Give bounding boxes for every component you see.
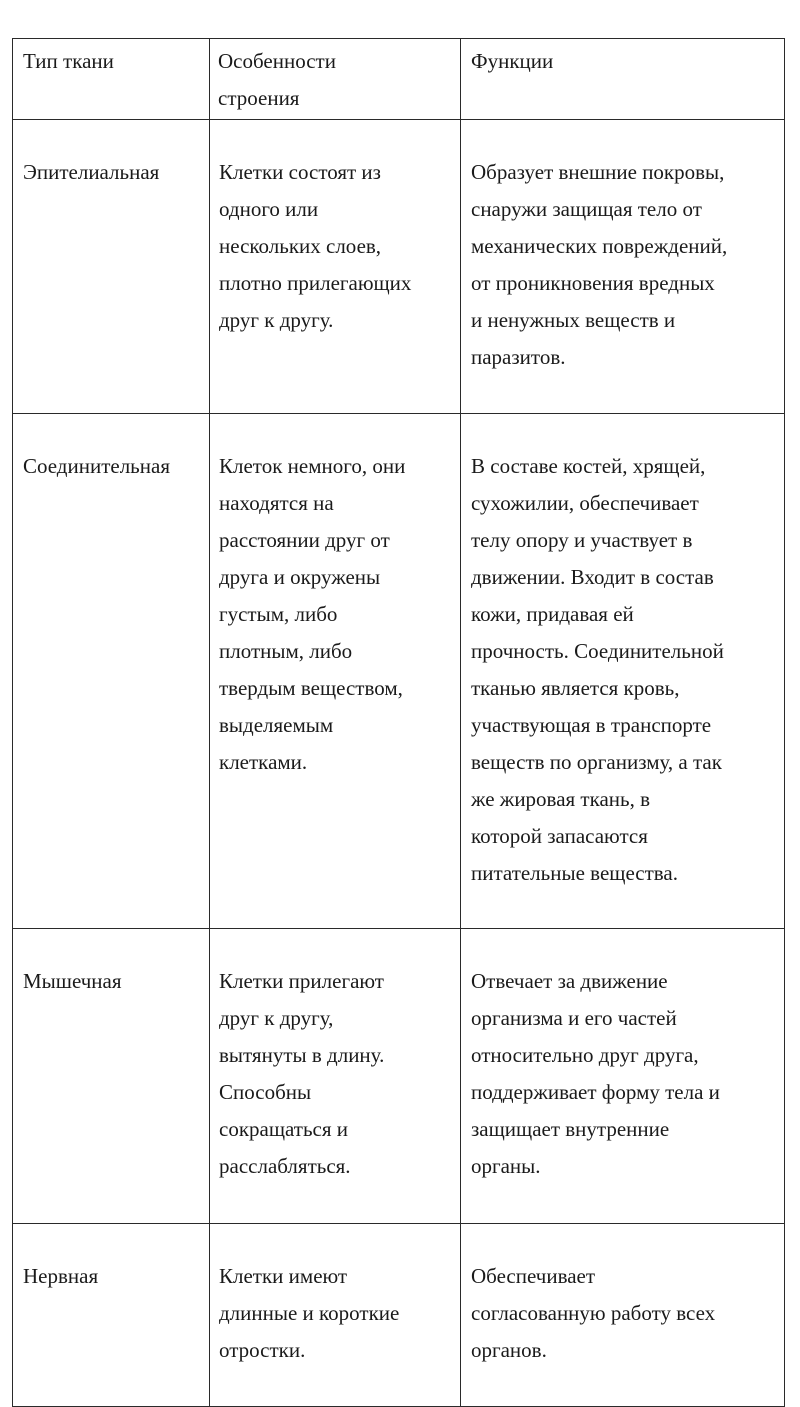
header-cell-structure: [210, 39, 461, 120]
cell-functions: [461, 929, 785, 1224]
functions-text: Обеспечивает согласованную работу всех органов.: [471, 1264, 716, 1362]
tissue-type-label: Эпителиальная: [23, 160, 160, 184]
cell-structure: [210, 120, 461, 414]
header-functions-label: Функции: [471, 49, 554, 73]
cell-structure: [210, 929, 461, 1224]
tissue-table: [12, 38, 785, 1407]
header-cell-type: [13, 39, 210, 120]
functions-text: В составе костей, хрящей, сухожилии, обеспечивает телу опору и участвует в движении. Входит в состав кожи, придавая ей прочность. Соединительной тканью является кровь, участвующая в транспорте веществ по организму, а так же жировая ткань, в которой запасаются питательные вещества.: [471, 454, 724, 885]
cell-type: [13, 1224, 210, 1407]
table-row-connective: [13, 414, 785, 929]
cell-type: [13, 929, 210, 1224]
tissue-type-label: Мышечная: [23, 969, 122, 993]
header-type-label: Тип ткани: [23, 49, 114, 73]
header-cell-functions: [461, 39, 785, 120]
functions-text: Образует внешние покровы, снаружи защищая тело от механических повреждений, от проникновения вредных и ненужных веществ и паразитов.: [471, 160, 728, 369]
cell-type: [13, 414, 210, 929]
table-row-muscle: [13, 929, 785, 1224]
cell-structure: [210, 414, 461, 929]
cell-functions: [461, 1224, 785, 1407]
table-header-row: [13, 39, 785, 120]
tissue-type-label: Нервная: [23, 1264, 99, 1288]
cell-type: [13, 120, 210, 414]
structure-text: Клетки прилегают друг к другу, вытянуты в длину. Способны сокращаться и расслабляться.: [219, 969, 385, 1178]
table-row-epithelial: [13, 120, 785, 414]
tissue-type-label: Соединительная: [23, 454, 170, 478]
structure-text: Клеток немного, они находятся на расстоянии друг от друга и окружены густым, либо плотным, либо твердым веществом, выделяемым клетками.: [219, 454, 406, 774]
cell-functions: [461, 120, 785, 414]
structure-text: Клетки состоят из одного или нескольких слоев, плотно прилегающих друг к другу.: [219, 160, 412, 332]
header-structure-label: Особенности строения: [218, 49, 336, 110]
cell-functions: [461, 414, 785, 929]
cell-structure: [210, 1224, 461, 1407]
functions-text: Отвечает за движение организма и его частей относительно друг друга, поддерживает форму тела и защищает внутренние органы.: [471, 969, 720, 1178]
table-row-nervous: [13, 1224, 785, 1407]
structure-text: Клетки имеют длинные и короткие отростки.: [219, 1264, 400, 1362]
